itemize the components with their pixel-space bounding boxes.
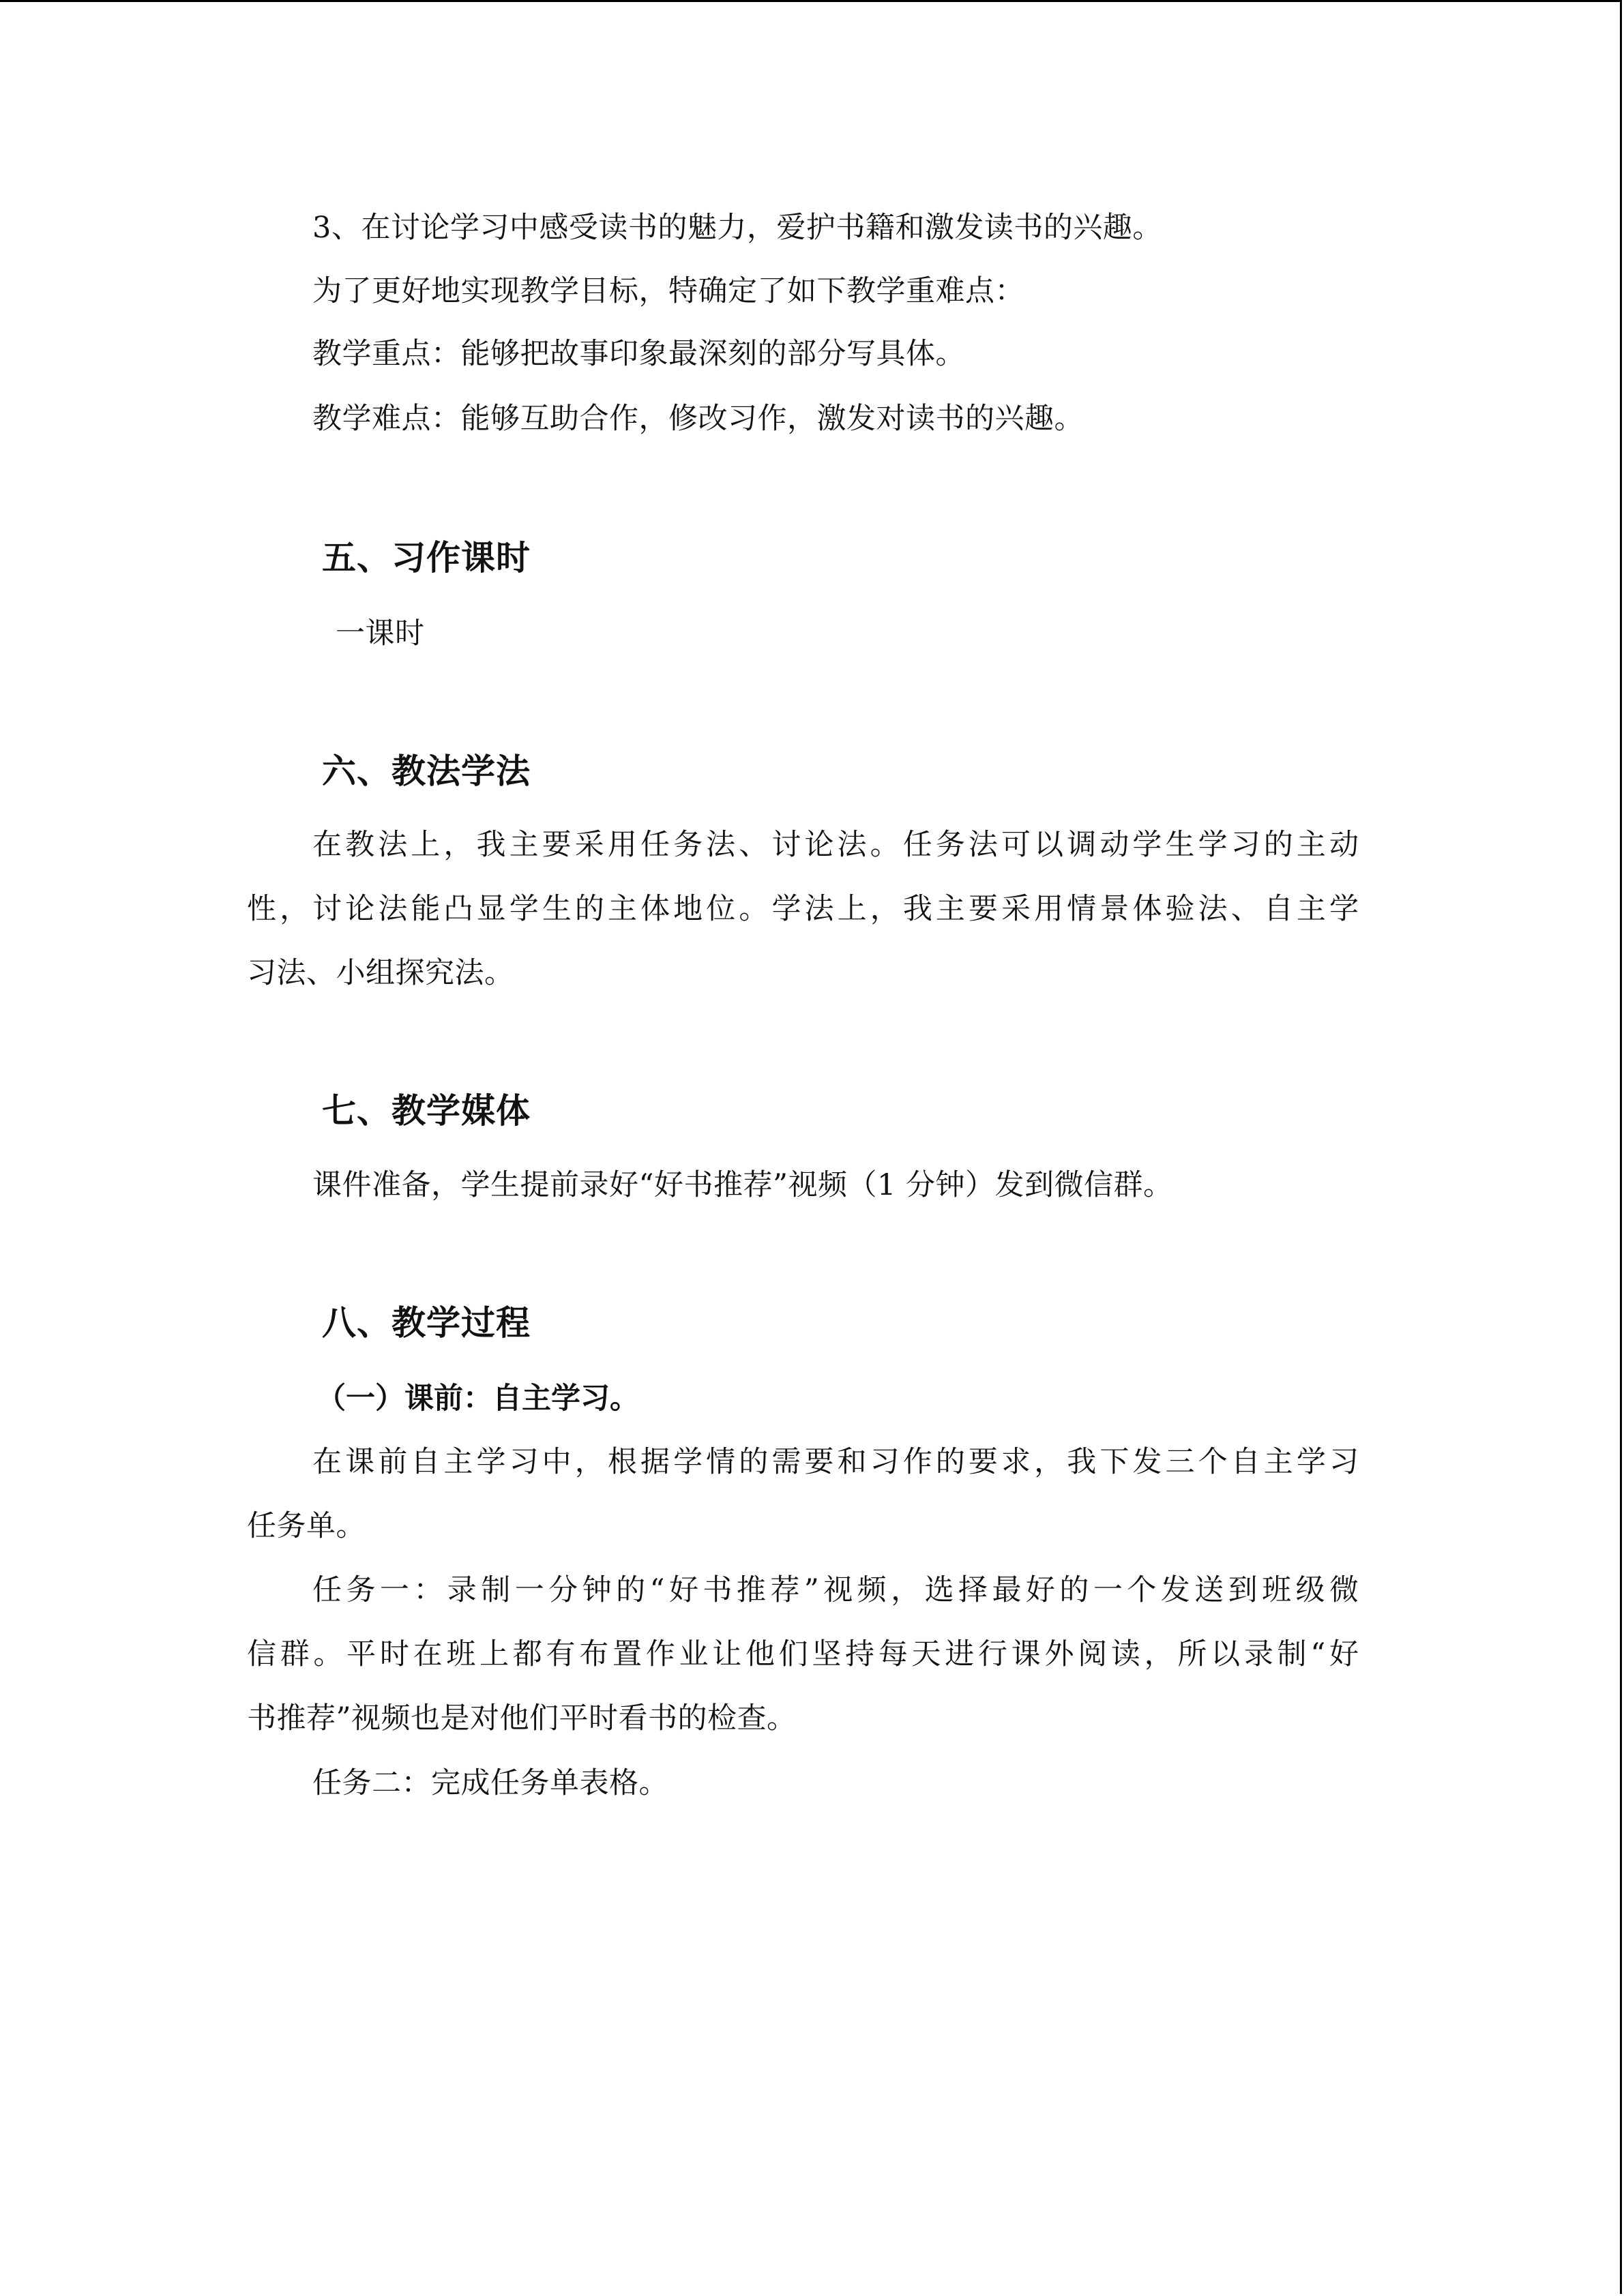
section-8-para-line-1: 在课前自主学习中，根据学情的需要和习作的要求，我下发三个自主学习 [312, 1445, 1359, 1479]
task-1-line-1: 任务一：录制一分钟的“好书推荐”视频，选择最好的一个发送到班级微 [312, 1573, 1359, 1607]
teaching-key-point: 教学重点：能够把故事印象最深刻的部分写具体。 [312, 337, 965, 371]
section-6-line-2: 性，讨论法能凸显学生的主体地位。学法上，我主要采用情景体验法、自主学 [247, 892, 1359, 926]
section-8-heading: 八、教学过程 [322, 1303, 531, 1343]
section-5-heading: 五、习作课时 [322, 538, 531, 578]
task-1-line-2: 信群。平时在班上都有布置作业让他们坚持每天进行课外阅读，所以录制“好 [247, 1637, 1359, 1671]
section-5-body: 一课时 [336, 616, 425, 651]
teaching-difficult-point: 教学难点：能够互助合作，修改习作，激发对读书的兴趣。 [312, 402, 1084, 436]
section-6-line-3: 习法、小组探究法。 [247, 956, 514, 990]
section-7-heading: 七、教学媒体 [322, 1091, 531, 1131]
objective-item-3: 3、在讨论学习中感受读书的魅力，爱护书籍和激发读书的兴趣。 [312, 211, 1162, 245]
section-7-body: 课件准备，学生提前录好“好书推荐”视频（1 分钟）发到微信群。 [312, 1168, 1173, 1202]
section-8-subheading: （一）课前：自主学习。 [316, 1382, 639, 1416]
section-8-para-line-2: 任务单。 [247, 1509, 366, 1543]
task-1-line-3: 书推荐”视频也是对他们平时看书的检查。 [247, 1701, 797, 1735]
section-6-heading: 六、教法学法 [322, 751, 531, 791]
section-6-line-1: 在教法上，我主要采用任务法、讨论法。任务法可以调动学生学习的主动 [312, 828, 1359, 862]
key-points-intro: 为了更好地实现教学目标，特确定了如下教学重难点： [312, 274, 1024, 308]
task-2-line: 任务二：完成任务单表格。 [312, 1766, 668, 1800]
